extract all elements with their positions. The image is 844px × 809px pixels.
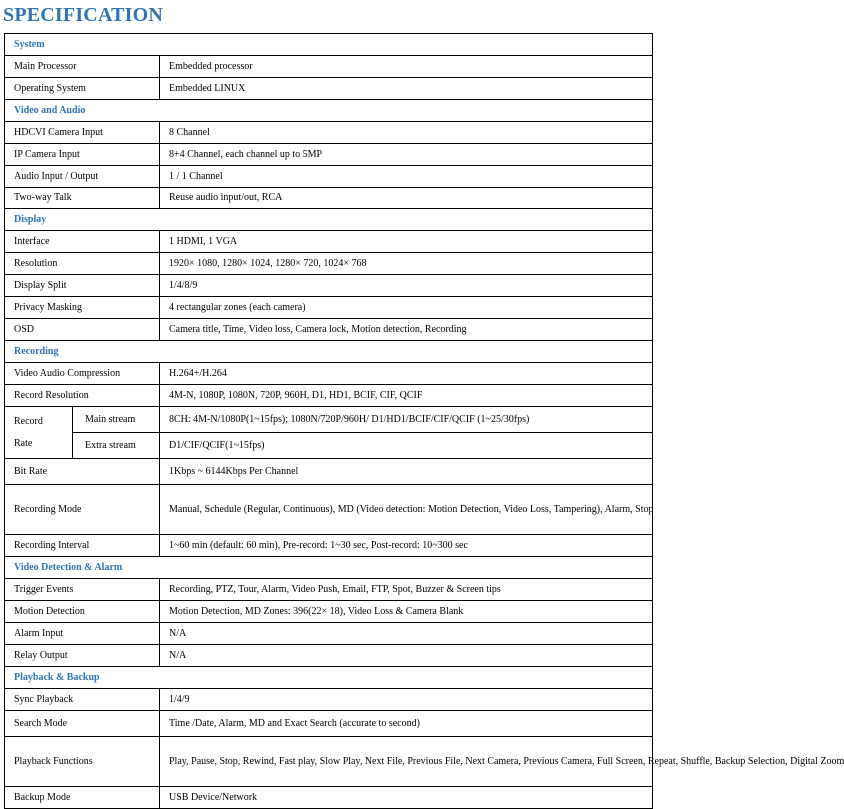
table-row — [5, 363, 653, 385]
table-row — [5, 407, 653, 433]
table-row — [5, 78, 653, 100]
spec-value: USB Device/Network — [160, 787, 653, 809]
spec-value: 4 rectangular zones (each camera) — [160, 297, 653, 319]
spec-value: H.264+/H.264 — [160, 363, 653, 385]
table-row — [5, 144, 653, 166]
section-heading: Display — [5, 209, 653, 231]
table-row — [5, 319, 653, 341]
spec-value: Play, Pause, Stop, Rewind, Fast play, Slow Play, Next File, Previous File, Next Camera, Previous Camera, Full Screen, Repeat, Shuffle, Backup Selection, Digital Zoom — [160, 737, 653, 787]
spec-value: 8 Channel — [160, 122, 653, 144]
specification-table — [4, 33, 844, 809]
table-row — [5, 623, 653, 645]
spec-value: Embedded LINUX — [160, 78, 653, 100]
spec-label: Backup Mode — [5, 787, 160, 809]
spec-label: Alarm Input — [5, 623, 160, 645]
spec-label: Search Mode — [5, 711, 160, 737]
table-row — [5, 433, 653, 459]
spec-label: Two-way Talk — [5, 188, 160, 209]
table-row — [5, 56, 653, 78]
table-row — [5, 737, 653, 787]
spec-label: Record Resolution — [5, 385, 160, 407]
page-title: SPECIFICATION — [3, 4, 164, 26]
spec-value: Motion Detection, MD Zones: 396(22× 18), Video Loss & Camera Blank — [160, 601, 653, 623]
spec-value: 1920× 1080, 1280× 1024, 1280× 720, 1024× 768 — [160, 253, 653, 275]
record-rate-label — [5, 407, 73, 459]
spec-label: Trigger Events — [5, 579, 160, 601]
section-header-row — [5, 100, 653, 122]
spec-label: Main Processor — [5, 56, 160, 78]
section-heading: Video and Audio — [5, 100, 653, 122]
table-row — [5, 122, 653, 144]
spec-label: Video Audio Compression — [5, 363, 160, 385]
spec-label: Motion Detection — [5, 601, 160, 623]
record-rate-label-line2: Rate — [14, 437, 33, 449]
spec-value: Camera title, Time, Video loss, Camera lock, Motion detection, Recording — [160, 319, 653, 341]
spec-value: 1 / 1 Channel — [160, 166, 653, 188]
spec-label: Privacy Masking — [5, 297, 160, 319]
table-row — [5, 188, 653, 209]
main-stream-label: Main stream — [73, 407, 160, 433]
spec-label: Sync Playback — [5, 689, 160, 711]
table-row — [5, 385, 653, 407]
table-row — [5, 645, 653, 667]
section-header-row — [5, 34, 653, 56]
spec-label: Playback Functions — [5, 737, 160, 787]
spec-value: N/A — [160, 645, 653, 667]
spec-label: Recording Mode — [5, 485, 160, 535]
section-header-row — [5, 341, 653, 363]
table-row — [5, 601, 653, 623]
section-heading: Recording — [5, 341, 653, 363]
spec-label: Audio Input / Output — [5, 166, 160, 188]
spec-value: 1~60 min (default: 60 min), Pre-record: 1~30 sec, Post-record: 10~300 sec — [160, 535, 653, 557]
section-header-row — [5, 667, 653, 689]
table-row — [5, 711, 653, 737]
main-stream-value: 8CH: 4M-N/1080P(1~15fps); 1080N/720P/960H/ D1/HD1/BCIF/CIF/QCIF (1~25/30fps) — [160, 407, 653, 433]
table-row — [5, 535, 653, 557]
section-header-row — [5, 557, 653, 579]
table-row — [5, 459, 653, 485]
section-heading: Video Detection & Alarm — [5, 557, 653, 579]
table-row — [5, 297, 653, 319]
table-row — [5, 787, 653, 809]
spec-label: Display Split — [5, 275, 160, 297]
table-row — [5, 579, 653, 601]
section-heading: Playback & Backup — [5, 667, 653, 689]
spec-label: OSD — [5, 319, 160, 341]
table-row — [5, 253, 653, 275]
section-header-row — [5, 209, 653, 231]
spec-value: Embedded processor — [160, 56, 653, 78]
spec-value: Reuse audio input/out, RCA — [160, 188, 653, 209]
spec-label: Operating System — [5, 78, 160, 100]
spec-value: 1/4/8/9 — [160, 275, 653, 297]
spec-label: Resolution — [5, 253, 160, 275]
table-row — [5, 485, 653, 535]
extra-stream-value: D1/CIF/QCIF(1~15fps) — [160, 433, 653, 459]
spec-label: Recording Interval — [5, 535, 160, 557]
table-row — [5, 231, 653, 253]
section-heading: System — [5, 34, 653, 56]
spec-label: Relay Output — [5, 645, 160, 667]
spec-label: IP Camera Input — [5, 144, 160, 166]
spec-value: 1/4/9 — [160, 689, 653, 711]
spec-value: N/A — [160, 623, 653, 645]
spec-value: Manual, Schedule (Regular, Continuous), MD (Video detection: Motion Detection, Video Loss, Tampering), Alarm, Stop — [160, 485, 653, 535]
spec-value: Time /Date, Alarm, MD and Exact Search (accurate to second) — [160, 711, 653, 737]
spec-value: 8+4 Channel, each channel up to 5MP — [160, 144, 653, 166]
record-rate-label-line1: Record — [14, 415, 43, 427]
spec-value: 1Kbps ~ 6144Kbps Per Channel — [160, 459, 653, 485]
table-row — [5, 275, 653, 297]
spec-value: 1 HDMI, 1 VGA — [160, 231, 653, 253]
extra-stream-label: Extra stream — [73, 433, 160, 459]
spec-value: 4M-N, 1080P, 1080N, 720P, 960H, D1, HD1, BCIF, CIF, QCIF — [160, 385, 653, 407]
spec-label: HDCVI Camera Input — [5, 122, 160, 144]
table-row — [5, 689, 653, 711]
spec-label: Interface — [5, 231, 160, 253]
table-row — [5, 166, 653, 188]
spec-label: Bit Rate — [5, 459, 160, 485]
spec-value: Recording, PTZ, Tour, Alarm, Video Push, Email, FTP, Spot, Buzzer & Screen tips — [160, 579, 653, 601]
